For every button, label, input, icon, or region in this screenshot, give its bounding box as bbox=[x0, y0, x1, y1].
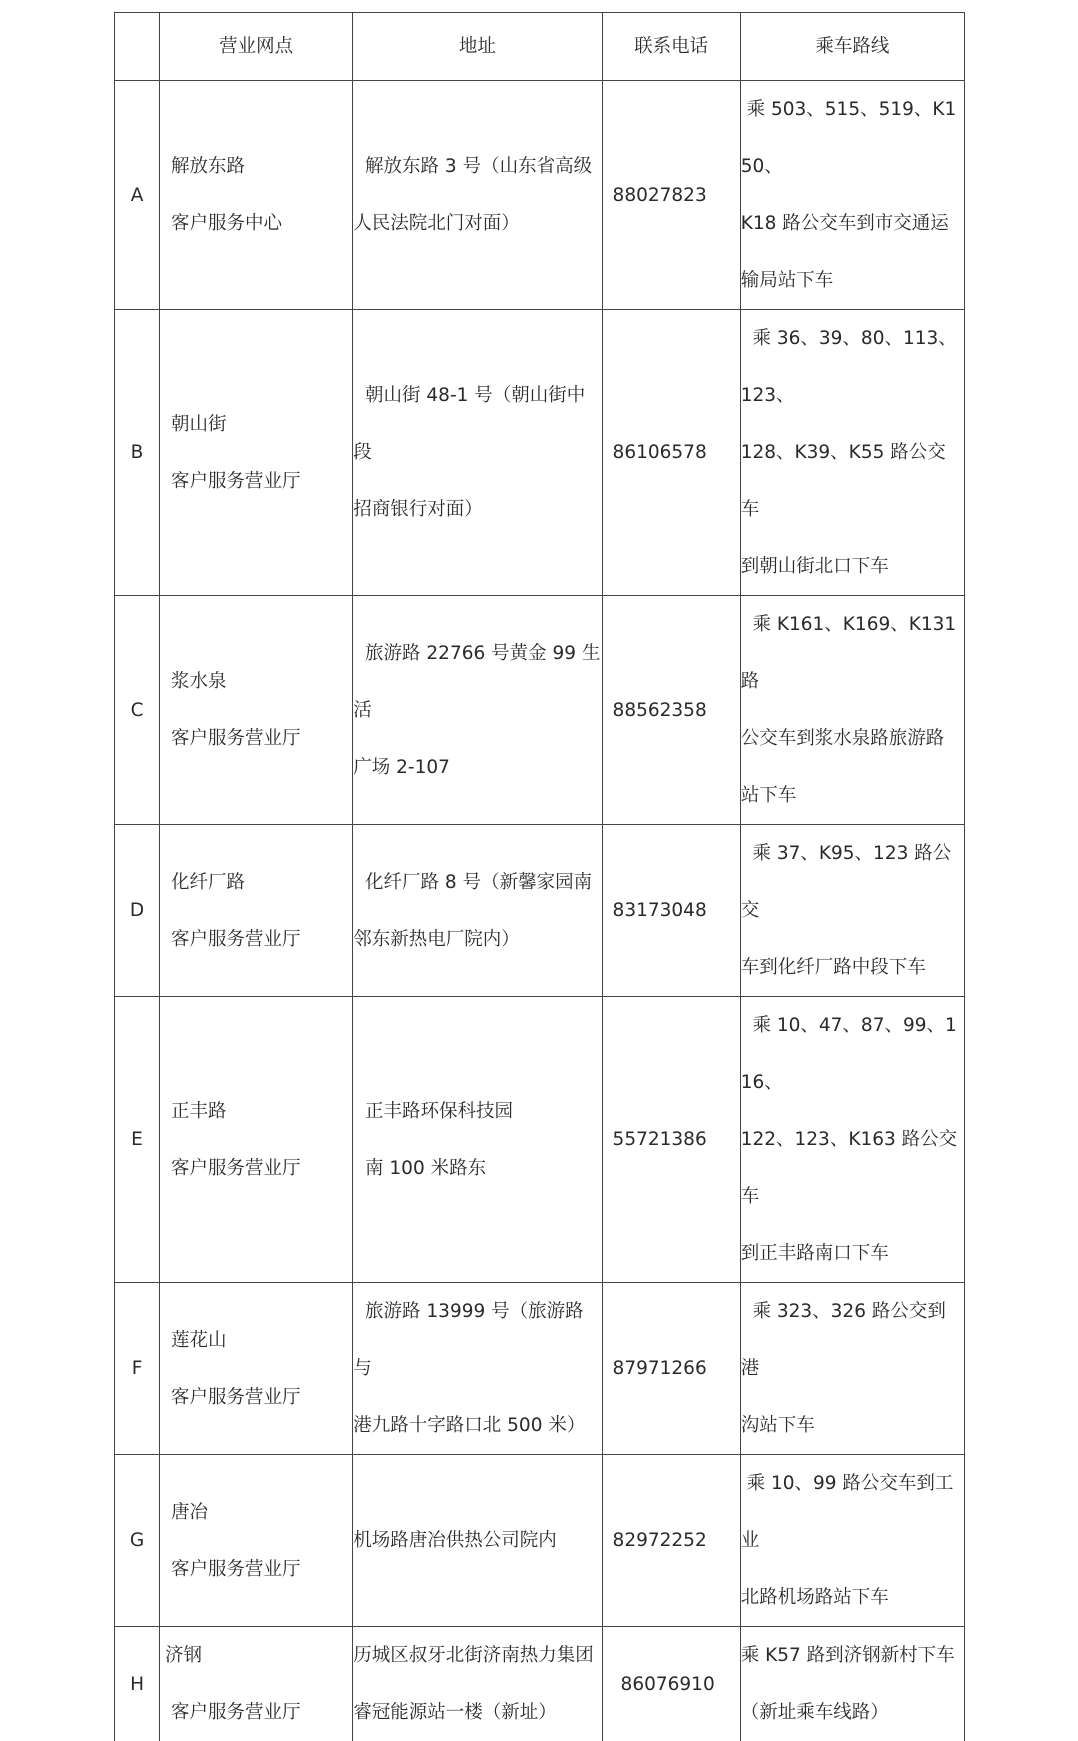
row-letter: B bbox=[115, 310, 160, 596]
address-text: 正丰路环保科技园 南 100 米路东 bbox=[353, 1083, 601, 1197]
table-row bbox=[115, 997, 965, 1283]
service-outlets-table-container bbox=[114, 12, 965, 1741]
outlet-address bbox=[353, 310, 602, 596]
outlet-name-line1: 浆水泉 bbox=[171, 653, 352, 710]
outlet-name-line1: 朝山街 bbox=[171, 396, 352, 453]
address-text: 朝山街 48-1 号（朝山街中段 招商银行对面） bbox=[353, 367, 601, 538]
outlet-name-line1: 正丰路 bbox=[171, 1083, 352, 1140]
outlet-phone: 55721386 bbox=[602, 997, 740, 1283]
outlet-phone: 82972252 bbox=[602, 1455, 740, 1627]
route-text: 乘 K161、K169、K131 路 公交车到浆水泉路旅游路 站下车 bbox=[741, 596, 964, 824]
outlet-name-line2: 客户服务营业厅 bbox=[165, 1684, 352, 1741]
table-header-row bbox=[115, 13, 965, 81]
address-text: 机场路唐冶供热公司院内 bbox=[353, 1512, 601, 1569]
header-address: 地址 bbox=[353, 13, 602, 81]
outlet-name-line1: 唐冶 bbox=[171, 1484, 352, 1541]
address-text: 化纤厂路 8 号（新馨家园南 邻东新热电厂院内） bbox=[353, 854, 601, 968]
outlet-address bbox=[353, 1283, 602, 1455]
outlet-address bbox=[353, 81, 602, 310]
outlet-route bbox=[740, 310, 964, 596]
outlet-route bbox=[740, 596, 964, 825]
table-row bbox=[115, 1283, 965, 1455]
outlet-address bbox=[353, 997, 602, 1283]
row-letter: F bbox=[115, 1283, 160, 1455]
table-row bbox=[115, 310, 965, 596]
outlet-phone: 86076910 bbox=[602, 1627, 740, 1741]
outlet-name-line1: 解放东路 bbox=[171, 138, 352, 195]
route-text: 乘 36、39、80、113、123、 128、K39、K55 路公交车 到朝山街北口下车 bbox=[741, 310, 964, 595]
outlet-name-line2: 客户服务中心 bbox=[171, 195, 352, 252]
outlet-name bbox=[160, 825, 353, 997]
outlet-name-line2: 客户服务营业厅 bbox=[171, 1541, 352, 1598]
address-text: 解放东路 3 号（山东省高级 人民法院北门对面） bbox=[353, 138, 601, 252]
outlet-name bbox=[160, 81, 353, 310]
table-row bbox=[115, 81, 965, 310]
row-letter: E bbox=[115, 997, 160, 1283]
address-text: 历城区叔牙北街济南热力集团 睿冠能源站一楼（新址） bbox=[353, 1627, 601, 1741]
route-text: 乘 K57 路到济钢新村下车 （新址乘车线路） bbox=[741, 1627, 964, 1741]
outlet-name-line1: 莲花山 bbox=[171, 1312, 352, 1369]
outlet-address bbox=[353, 596, 602, 825]
table-row bbox=[115, 596, 965, 825]
route-text: 乘 10、99 路公交车到工业 北路机场路站下车 bbox=[741, 1455, 964, 1626]
outlet-address bbox=[353, 825, 602, 997]
outlet-route bbox=[740, 1283, 964, 1455]
outlet-name-line2: 客户服务营业厅 bbox=[171, 1369, 352, 1426]
outlet-name bbox=[160, 310, 353, 596]
outlet-name-line1: 化纤厂路 bbox=[171, 854, 352, 911]
outlet-route bbox=[740, 997, 964, 1283]
header-index bbox=[115, 13, 160, 81]
row-letter: H bbox=[115, 1627, 160, 1741]
outlet-phone: 83173048 bbox=[602, 825, 740, 997]
row-letter: A bbox=[115, 81, 160, 310]
table-row bbox=[115, 1455, 965, 1627]
outlet-name bbox=[160, 596, 353, 825]
outlet-phone: 87971266 bbox=[602, 1283, 740, 1455]
outlet-name bbox=[160, 1455, 353, 1627]
outlet-name-line2: 客户服务营业厅 bbox=[171, 710, 352, 767]
service-outlets-table bbox=[114, 12, 965, 1741]
outlet-route bbox=[740, 81, 964, 310]
route-text: 乘 503、515、519、K150、 K18 路公交车到市交通运 输局站下车 bbox=[741, 81, 964, 309]
outlet-name bbox=[160, 1627, 353, 1741]
outlet-name-line2: 客户服务营业厅 bbox=[171, 1140, 352, 1197]
outlet-name-line2: 客户服务营业厅 bbox=[171, 453, 352, 510]
row-letter: D bbox=[115, 825, 160, 997]
outlet-name-line1: 济钢 bbox=[165, 1627, 352, 1684]
header-route: 乘车路线 bbox=[740, 13, 964, 81]
table-row bbox=[115, 825, 965, 997]
row-letter: C bbox=[115, 596, 160, 825]
outlet-phone: 88027823 bbox=[602, 81, 740, 310]
outlet-address bbox=[353, 1627, 602, 1741]
route-text: 乘 323、326 路公交到港 沟站下车 bbox=[741, 1283, 964, 1454]
header-outlet: 营业网点 bbox=[160, 13, 353, 81]
header-phone: 联系电话 bbox=[602, 13, 740, 81]
outlet-name bbox=[160, 997, 353, 1283]
outlet-address bbox=[353, 1455, 602, 1627]
outlet-phone: 88562358 bbox=[602, 596, 740, 825]
outlet-route bbox=[740, 1627, 964, 1741]
outlet-route bbox=[740, 1455, 964, 1627]
outlet-phone: 86106578 bbox=[602, 310, 740, 596]
outlet-name bbox=[160, 1283, 353, 1455]
outlet-name-line2: 客户服务营业厅 bbox=[171, 911, 352, 968]
route-text: 乘 10、47、87、99、116、 122、123、K163 路公交车 到正丰路南口下车 bbox=[741, 997, 964, 1282]
table-row bbox=[115, 1627, 965, 1741]
route-text: 乘 37、K95、123 路公交 车到化纤厂路中段下车 bbox=[741, 825, 964, 996]
row-letter: G bbox=[115, 1455, 160, 1627]
outlet-route bbox=[740, 825, 964, 997]
address-text: 旅游路 22766 号黄金 99 生活 广场 2-107 bbox=[353, 625, 601, 796]
address-text: 旅游路 13999 号（旅游路与 港九路十字路口北 500 米） bbox=[353, 1283, 601, 1454]
